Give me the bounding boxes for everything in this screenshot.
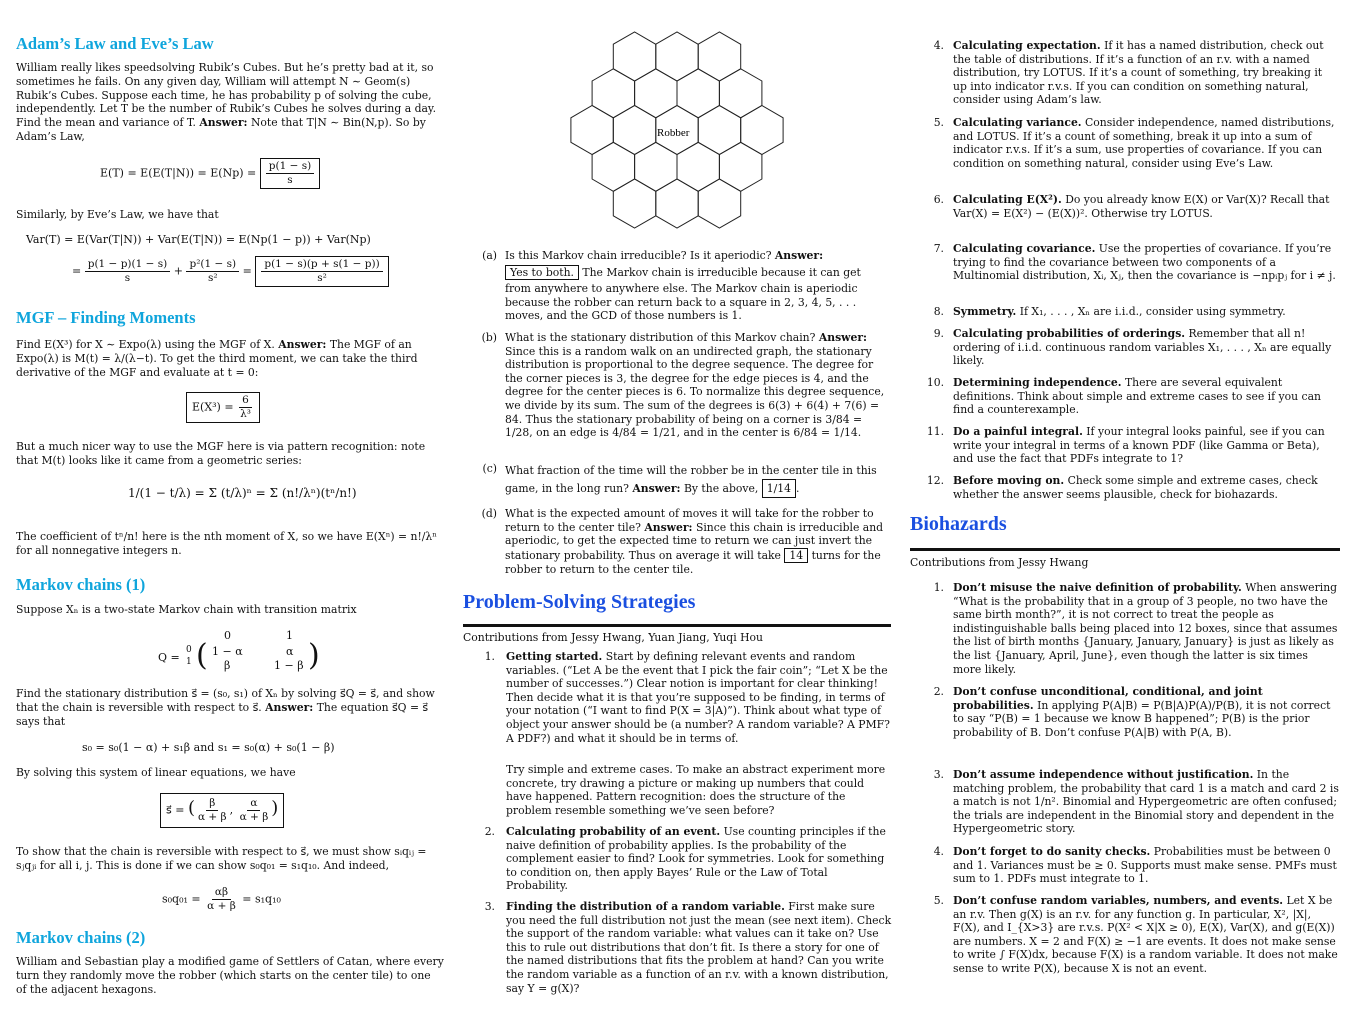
answer-text: The MGF of an Expo(λ) is M(t) = λ/(λ−t). To get the third moment, we can take the third derivative of the MGF and evaluate at t = 0: [16, 338, 418, 379]
section-rule [910, 548, 1340, 551]
equation-third-moment [186, 392, 260, 423]
item-text: In the matching problem, the probability that card 1 is a match and card 2 is a match is not 1/n². Binomial and Hypergeometric are often confused; the trials are independent in the Binomial story and dependent in the Hypergeometric story. [953, 768, 1339, 836]
paragraph [16, 61, 444, 144]
item-text: Use the properties of covariance. If you’re trying to find the covariance between two components of a Multinomial distribution, Xᵢ, Xⱼ, then the covariance is −npᵢpⱼ for i ≠ j. [953, 242, 1336, 283]
item-heading: Calculating variance. [953, 116, 1082, 129]
question-text: What is the stationary distribution of this Markov chain? [505, 331, 816, 344]
question-text: Is this Markov chain irreducible? Is it aperiodic? [505, 249, 772, 262]
equation-geometric-series: 1/(1 − t/λ) = Σ (t/λ)ⁿ = Σ (n!/λⁿ)(tⁿ/n!) [128, 486, 357, 500]
paragraph: By solving this system of linear equations, we have [16, 766, 296, 779]
item-number: 8. [933, 305, 944, 318]
item-number: 4. [933, 845, 944, 858]
item-heading: Don’t misuse the naive definition of probability. [953, 581, 1242, 594]
paragraph: But a much nicer way to use the MGF here is via pattern recognition: note that M(t) looks like it came from a geometric series: [16, 440, 426, 467]
matrix-col-label: 0 [224, 629, 231, 642]
item-label: (c) [482, 462, 497, 475]
item-label: (b) [481, 331, 497, 344]
item-heading: Don’t forget to do sanity checks. [953, 845, 1151, 858]
frac-den: s² [317, 272, 327, 284]
item-number: 5. [933, 894, 944, 907]
item-heading: Determining independence. [953, 376, 1122, 389]
paren: ( [187, 797, 195, 819]
item-text: If your integral looks painful, see if you can write your integral in terms of a known PDF (like Gamma or Beta), and use the fact that PDFs integrate to 1? [953, 425, 1325, 466]
frac-den: s [287, 174, 293, 186]
item-body [953, 685, 1339, 739]
hex-tile [613, 106, 656, 155]
item-body [953, 581, 1339, 676]
item-body [506, 763, 892, 817]
item-body [953, 845, 1339, 886]
answer-text: The equation s⃗Q = s⃗ says that [16, 700, 429, 728]
eq-left: E(X³) = [192, 400, 234, 414]
paragraph [16, 687, 444, 728]
item-heading: Don’t confuse unconditional, conditional, and joint probabilities. [953, 685, 1263, 712]
frac-num: p(1 − p)(1 − s) [85, 258, 171, 272]
hex-tile [592, 142, 635, 191]
item-number: 11. [926, 425, 944, 438]
item-label: (d) [481, 507, 497, 520]
eq-left: s⃗ = [166, 803, 185, 817]
item-text: Let X be an r.v. Then g(X) is an r.v. for any function g. In particular, X², |X|, F(X), and I_{X>3} are r.v.s. P(X² < X|X ≥ 0), E(X), Var(X), and g(E(X)) are numbers. X = 2 and F(X) ≥ −1 are events. It does not make sense to write ∫ F(X)dx, because F(X) is a random variable. It does not make sense to write P(X), because X is not an event. [953, 894, 1338, 975]
item-body [953, 242, 1338, 283]
paragraph: Suppose Xₙ is a two-state Markov chain with transition matrix [16, 603, 357, 616]
item-heading: Finding the distribution of a random variable. [506, 900, 785, 913]
hex-tile [592, 69, 635, 118]
boxed-answer [186, 392, 260, 423]
frac-den: λ³ [240, 408, 251, 420]
boxed-answer [255, 256, 388, 287]
boxed-answer: 14 [784, 548, 808, 564]
item-number: 9. [933, 327, 944, 340]
answer-label: Answer: [265, 700, 314, 714]
hex-tile [719, 142, 762, 191]
equation-eves-law: Var(T) = E(Var(T|N)) + Var(E(T|N)) = E(Np(1 − p)) + Var(Np) [26, 233, 371, 246]
frac-num: p²(1 − s) [186, 258, 239, 272]
frac-num: p(1 − s)(p + s(1 − p)) [261, 258, 382, 272]
problem-text: Find the stationary distribution s⃗ = (s₀, s₁) of Xₙ by solving s⃗Q = s⃗, and show that the chain is reversible with respect to s⃗. [16, 687, 435, 714]
item-heading: Don’t assume independence without justification. [953, 768, 1254, 781]
answer-text: The Markov chain is irreducible because it can get from anywhere to anywhere else. The Markov chain is aperiodic because the robber can return back to a square in 2, 3, 4, 5, . . . moves, and the GCD of those numbers is 1. [505, 265, 861, 323]
item-text: Use counting principles if the naive definition of probability applies. Is the probability of the complement easier to find? Look for symmetries. Look for something to condition on, then apply Bayes’ Rule or the Law of Total Probability. [506, 825, 886, 893]
item-body [953, 768, 1339, 836]
eq-right: = s₁q₁₀ [242, 892, 281, 906]
item-number: 10. [926, 376, 944, 389]
section-title-problem-solving: Problem-Solving Strategies [463, 591, 696, 613]
frac-num: α [247, 797, 260, 811]
item-text: If it has a named distribution, check out the table of distributions. If it’s a function of an r.v. with a named distribution, try LOTUS. If it’s a count of something, try breaking it up into indicator r.v.s. If you can condition on something natural, consider using Adam’s law. [953, 39, 1324, 107]
answer-label: Answer: [199, 116, 248, 130]
matrix-bracket-right: ) [308, 638, 320, 673]
item-text: If X₁, . . . , Xₙ are i.i.d., consider using symmetry. [1019, 305, 1286, 318]
item-heading: Symmetry. [953, 305, 1017, 318]
equation-variance-result [72, 256, 389, 287]
item-number: 1. [484, 650, 495, 663]
paragraph: Similarly, by Eve’s Law, we have that [16, 208, 219, 221]
frac-den: α + β [197, 811, 227, 823]
frac-num: αβ [212, 886, 231, 900]
item-heading: Calculating probabilities of orderings. [953, 327, 1186, 340]
item-body [953, 39, 1338, 107]
item-body [953, 116, 1338, 170]
eq-sign: + [173, 264, 187, 278]
matrix-cell: 1 − α [212, 645, 243, 658]
item-text: Start by defining relevant events and random variables. (“Let A be the event that I pick the fair coin”; “Let X be the number of successes.”) Clear notion is important for clear thinking! Then decide what it is that you’re supposed to be finding, in terms of your notation (“I want to find P(X = 3|A)”). Think about what type of object your answer should be (a number? A random variable? A PMF? A PDF?) and what it should be in terms of. [506, 650, 890, 745]
item-body [953, 474, 1338, 501]
section-title-biohazards: Biohazards [910, 513, 1007, 535]
item-heading: Calculating expectation. [953, 39, 1101, 52]
hex-tile [677, 69, 719, 118]
item-number: 12. [926, 474, 944, 487]
item-body [953, 894, 1339, 976]
item-heading: Calculating E(X²). [953, 193, 1062, 206]
section-title-adams-eves-law: Adam’s Law and Eve’s Law [16, 34, 214, 53]
item-text: Consider independence, named distributions, and LOTUS. If it’s a count of something, break it up into a sum of indicator r.v.s. If it’s a sum, use properties of covariance. If you can condition on something natural, consider using Eve’s Law. [953, 116, 1335, 170]
hex-tile [698, 179, 741, 228]
hex-tile [719, 69, 762, 118]
hex-tile [656, 32, 698, 81]
answer-text: By the above, [683, 482, 759, 495]
frac-num: β [206, 797, 218, 811]
matrix-row-label: 1 [186, 657, 192, 667]
item-body [953, 193, 1338, 220]
paragraph: The coefficient of tⁿ/n! here is the nth moment of X, so we have E(Xⁿ) = n!/λⁿ for all nonnegative integers n. [16, 530, 437, 557]
contributors: Contributions from Jessy Hwang [910, 556, 1089, 569]
item-body [505, 249, 889, 323]
item-number: 6. [933, 193, 944, 206]
answer-text: Since this is a random walk on an undirected graph, the stationary distribution is proportional to the degree sequence. The degree for the corner pieces is 3, the degree for the edge pieces is 4, and the degree for the center pieces is 6. To normalize this degree sequence, we divide by its sum. The sum of the degrees is 6(3) + 6(4) + 7(6) = 84. Thus the stationary probability of being on a corner is 3/84 = 1/28, on an edge is 4/84 = 1/21, and in the center is 6/84 = 1/14. [505, 344, 885, 440]
frac-num: p(1 − s) [266, 160, 314, 174]
boxed-answer: Yes to both. [505, 265, 579, 281]
boxed-answer: s⃗ = ( $\frac{\beta}{\alpha + \beta}$ , $\frac{\alpha}{\alpha + \beta}$ ) [160, 793, 284, 828]
item-number: 3. [933, 768, 944, 781]
hex-tile [635, 69, 677, 118]
section-title-markov-1: Markov chains (1) [16, 575, 146, 594]
section-title-markov-2: Markov chains (2) [16, 928, 146, 947]
answer-label: Answer: [278, 338, 327, 351]
matrix-cell: 1 − β [274, 659, 304, 672]
item-text: Probabilities must be between 0 and 1. Variances must be ≥ 0. Supports must make sense. PMFs must sum to 1. PDFs must integrate to 1. [953, 845, 1337, 886]
item-text: There are several equivalent definitions. Think about simple and extreme cases to see if you can find a counterexample. [953, 376, 1321, 417]
item-heading: Calculating covariance. [953, 242, 1096, 255]
item-heading: Before moving on. [953, 474, 1065, 487]
matrix-col-label: 1 [286, 629, 293, 642]
section-rule [463, 624, 891, 627]
hex-tile [698, 32, 741, 81]
item-number: 1. [933, 581, 944, 594]
eq-left: s₀q₀₁ = [162, 892, 201, 906]
item-body [506, 900, 892, 995]
hex-tile [613, 179, 656, 228]
item-body [505, 331, 889, 440]
item-body [505, 507, 889, 577]
item-text: Check some simple and extreme cases, check whether the answer seems plausible, check for biohazards. [953, 474, 1318, 501]
answer-label: Answer: [774, 249, 824, 262]
answer-text: turns for the robber to return to the center tile. [505, 548, 881, 577]
item-number: 2. [933, 685, 944, 698]
hex-tile [571, 106, 613, 155]
item-text: Try simple and extreme cases. To make an abstract experiment more concrete, try drawing a picture or making up numbers that could have happened. Pattern recognition: does the structure of the problem resemble something we’ve seen before? [506, 763, 886, 817]
hex-tile [635, 142, 677, 191]
frac-den: s [124, 272, 131, 284]
contributors: Contributions from Jessy Hwang, Yuan Jiang, Yuqi Hou [463, 631, 763, 644]
section-title-mgf: MGF – Finding Moments [16, 308, 196, 327]
hex-tile [677, 142, 719, 191]
equation-reversible [162, 886, 281, 913]
equation-adams-law [100, 158, 320, 189]
item-text: When answering “What is the probability that in a group of 3 people, no two have the same birth month?”, it is not correct to treat the people as indistinguishable balls being placed into 12 boxes, since that assumes the list of birth months {January, January, January} is just as likely as the list {January, April, June}, even though the latter is six times more likely. [953, 581, 1338, 676]
item-heading: Do a painful integral. [953, 425, 1083, 438]
item-body [953, 425, 1338, 466]
paren: ) [271, 797, 279, 819]
item-number: 5. [933, 116, 944, 129]
paragraph [16, 338, 444, 379]
frac-num: 6 [239, 394, 252, 408]
hex-tile [741, 106, 783, 155]
answer-label: Answer: [818, 331, 867, 344]
frac-den: s² [208, 272, 218, 284]
eq-left: E(T) = E(E(T|N)) = E(Np) = [100, 166, 257, 180]
equation-stationary [160, 793, 284, 828]
boxed-answer: 1/14 [762, 479, 796, 498]
item-heading: Don’t confuse random variables, numbers, and events. [953, 894, 1284, 907]
item-body [953, 327, 1338, 368]
problem-text: William really likes speedsolving Rubik’s Cubes. But he’s pretty bad at it, so sometimes he fails. On any given day, William will attempt N ∼ Geom(s) Rubik’s Cubes. Suppose each time, he has probability p of solving the cube, independently. Let T be the number of Rubik’s Cubes he solves during a day. Find the mean and variance of T. [16, 61, 437, 130]
item-heading: Getting started. [506, 650, 603, 663]
frac-den: α + β [207, 900, 236, 912]
item-body [506, 825, 892, 893]
item-body [953, 376, 1338, 417]
hex-tile [613, 32, 656, 81]
paragraph: To show that the chain is reversible with respect to s⃗, we must show sᵢqᵢⱼ = sⱼqⱼᵢ for all i, j. This is done if we can show s₀q₀₁ = s₁q₁₀. And indeed, [16, 845, 427, 872]
item-number: 2. [484, 825, 495, 838]
matrix-cell: α [286, 645, 294, 658]
frac-den: α + β [239, 811, 269, 823]
eq-sign: = [242, 264, 256, 278]
item-text: In applying P(A|B) = P(B|A)P(A)/P(B), it is not correct to say “P(B) = 1 because we know B happened”; P(B) is the prior probability of B. Don’t confuse P(A|B) with P(A, B). [953, 698, 1331, 739]
boxed-answer [260, 158, 320, 189]
paragraph: William and Sebastian play a modified game of Settlers of Catan, where every turn they randomly move the robber (which starts on the center tile) to one of the adjacent hexagons. [16, 955, 444, 996]
question-text: What fraction of the time will the robber be in the center tile in this game, in the long run? [505, 464, 877, 495]
item-number: 4. [933, 39, 944, 52]
equation-balance: s₀ = s₀(1 − α) + s₁β and s₁ = s₀(α) + s₀(1 − β) [82, 741, 335, 754]
item-number: 3. [484, 900, 495, 913]
item-text: First make sure you need the full distribution not just the mean (see next item). Check the support of the random variable: what values can it take on? Use this to rule out distributions that don’t fit. Is there a story for one of the named distributions that fits the problem at hand? Can you write the random variable as a function of an r.v. with a known distribution, say Y = g(X)? [506, 900, 892, 995]
item-text: Do you already know E(X) or Var(X)? Recall that Var(X) = E(X²) − (E(X))². Otherwise try LOTUS. [953, 193, 1330, 220]
answer-text: Since this chain is irreducible and aperiodic, to get the expected time to return we can just invert the stationary probability. Thus on average it will take [505, 520, 884, 562]
transition-matrix [156, 627, 336, 677]
answer-text: Note that T|N ∼ Bin(N,p). So by Adam’s Law, [16, 116, 426, 143]
item-text: Remember that all n! ordering of i.i.d. continuous random variables X₁, . . . , Xₙ are equally likely. [953, 327, 1332, 368]
matrix-lead: Q = [158, 651, 180, 664]
item-label: (a) [482, 249, 497, 262]
item-number: 7. [933, 242, 944, 255]
matrix-row-label: 0 [186, 645, 192, 655]
answer-label: Answer: [644, 520, 693, 534]
matrix-bracket-left: ( [196, 638, 208, 673]
item-body: What fraction of the time will the robber be in the center tile in this game, in the long run? Answer: By the above, 1/14 . [505, 462, 889, 498]
hex-board-diagram [567, 30, 787, 230]
matrix-cell: β [224, 659, 231, 672]
robber-label: Robber [657, 127, 690, 139]
question-text: What is the expected amount of moves it will take for the robber to return to the center tile? [505, 507, 874, 534]
problem-text: Find E(X³) for X ∼ Expo(λ) using the MGF of X. [16, 338, 275, 351]
item-body [953, 305, 1338, 319]
eq-sign: = [72, 264, 85, 278]
answer-label: Answer: [632, 482, 681, 495]
item-heading: Calculating probability of an event. [506, 825, 721, 838]
item-body [506, 650, 892, 745]
hex-tile [656, 179, 698, 228]
hex-tile [698, 106, 741, 155]
